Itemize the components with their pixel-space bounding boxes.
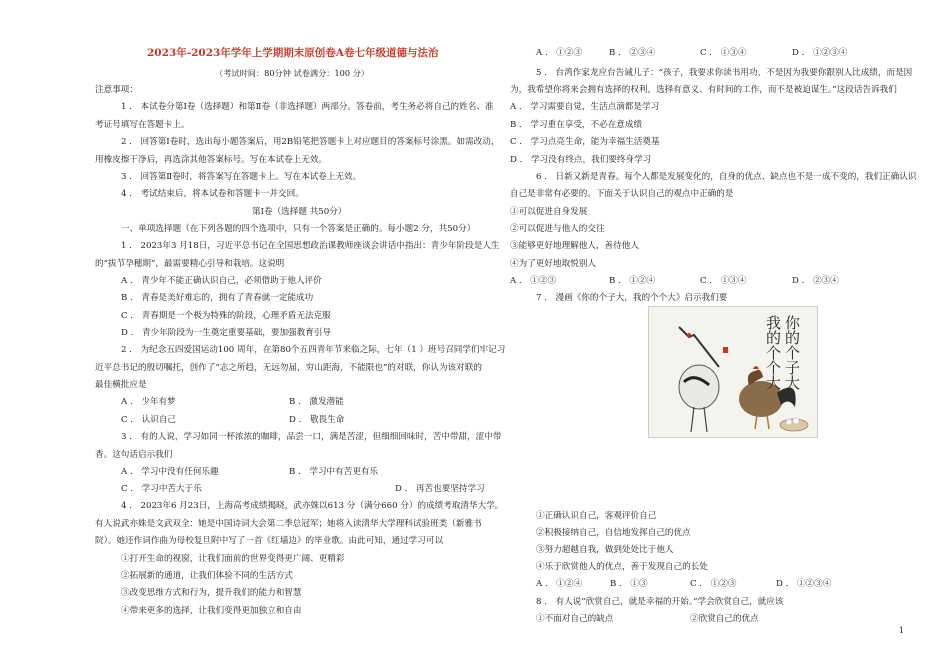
q4-option-c: C ． ①③④ <box>700 48 747 58</box>
note-line: 2 ． 回答第Ⅰ卷时，选出每小题答案后，用2B铅笔把答题卡上对应题目的答案标号涂黑。如需改动， <box>121 137 500 147</box>
q3-stem: 3 ． 有的人说，学习如同一杯浓浓的咖啡，品尝一口，满是苦涩，但细细回味时，苦中带甜，涩中带 <box>121 432 502 442</box>
q1-stem: 1 ． 2023年3 月18日，习近平总书记在全国思想政治课教师座谈会讲话中指出：青少年阶段是人生 <box>121 241 500 251</box>
notes-heading: 注意事项： <box>95 85 138 95</box>
section-intro: 一、单项选择题（在下列各题的四个选项中，只有一个答案是正确的。每小题2 分，共50分） <box>121 224 476 234</box>
q3-option-a: A ． 学习中没有任何乐趣 <box>121 467 219 477</box>
q2-option-c: C ． 认识自己 <box>121 415 177 425</box>
q2-stem: 最佳横批应是 <box>95 380 147 390</box>
exam-subtitle: （考试时间：80分钟 试卷满分：100 分） <box>215 68 370 78</box>
q6-statement-4: ④为了更好地取悦别人 <box>510 259 596 269</box>
page-number: 1 <box>898 626 904 635</box>
q1-option-a: A ． 青少年不能正确认识自己，必须借助于他人评价 <box>121 276 322 286</box>
note-line: 4 ． 考试结束后，将本试卷和答题卡一并交回。 <box>121 189 304 199</box>
q1-option-d: D ． 青少年阶段为一生奠定重要基础，要加强教育引导 <box>121 328 332 338</box>
q8-statement-2: ②欣赏自己的优点 <box>690 614 759 624</box>
note-line: 1 ． 本试卷分第Ⅰ卷（选择题）和第Ⅱ卷（非选择题）两部分。答卷前，考生务必将自己的姓名、准 <box>121 102 494 112</box>
q7-stem: 7 ． 漫画《你的个子大，我的个个大》启示我们要 <box>536 293 728 303</box>
q2-stem: 近平总书记的殷切嘱托，创作了“志之所趋，无远勿届，穷山距海，不能限也”的对联，你认为该对联的 <box>95 363 482 373</box>
q4-option-a: A ． ①②③ <box>536 48 583 58</box>
q7-option-b: B ． ①③ <box>610 579 648 589</box>
q6-option-a: A ． ①②③ <box>510 276 557 286</box>
q6-stem: 6 ． 日新又新是青春。每个人都是发展变化的，自身的优点、缺点也不是一成不变的，我们正确认识 <box>536 172 917 182</box>
q5-option-d: D ． 学习没有终点，我们要终身学习 <box>510 155 652 165</box>
q3-option-d: D ． 再苦也要坚持学习 <box>395 484 485 494</box>
cartoon-calligraphy: 你的个子大 我的个个大 <box>764 315 801 390</box>
q6-option-d: D ． ②③④ <box>792 276 839 286</box>
q1-option-b: B ． 青春是美好难忘的，拥有了青春就一定能成功 <box>121 293 314 303</box>
q6-statement-1: ①可以促进自身发展 <box>510 207 588 217</box>
q4-statement-4: ④带来更多的选择，让我们变得更加独立和自由 <box>121 606 302 616</box>
q7-statement-2: ②积极接纳自己，自信地发挥自己的优点 <box>536 528 691 538</box>
q4-statement-2: ②拓展新的通道，让我们体验不同的生活方式 <box>121 571 293 581</box>
q5-stem: 为，我希望你将来会拥有选择的权利，选择有意义、有时间的工作，而不是被迫谋生。”这段话告诉我们 <box>510 85 897 95</box>
q4-stem: 4 ． 2023年6 月23日，上海高考成绩揭晓，武亦姝以613 分（满分660 分）的成绩考取清华大学。 <box>121 501 504 511</box>
q7-statement-4: ④乐于欣赏他人的优点，善于发现自己的长处 <box>536 562 708 572</box>
page-title: 2023年-2023年学年上学期期末原创卷A卷七年级道德与法治 <box>147 47 439 59</box>
q7-option-c: C ． ①②③ <box>690 579 737 589</box>
note-line: 3 ． 回答第Ⅱ卷时，将答案写在答题卡上。写在本试卷上无效。 <box>121 172 362 182</box>
q7-option-a: A ． ①②④ <box>536 579 583 589</box>
q2-option-a: A ． 少年有梦 <box>121 397 176 407</box>
q2-option-d: D ． 敬畏生命 <box>289 415 345 425</box>
q7-statement-3: ③努力超越自我，做到处处比于他人 <box>536 545 674 555</box>
q6-option-b: B ． ①②④ <box>609 276 656 286</box>
q8-stem: 8 ． 有人说“欣赏自己，就是幸福的开始。”学会欣赏自己，就应该 <box>536 597 784 607</box>
q4-option-b: B ． ②③④ <box>609 48 656 58</box>
q5-option-a: A ． 学习需要自觉，生活点滴都是学习 <box>510 102 660 112</box>
q4-stem: 院）。她还作词作曲为母校复旦附中写了一首《红墙边》的毕业歌。由此可知，通过学习可以 <box>95 536 444 546</box>
q6-statement-3: ③能够更好地理解他人，善待他人 <box>510 241 639 251</box>
q1-stem: 的“拔节孕穗期”，最需要精心引导和栽培。这说明 <box>95 259 285 269</box>
q6-option-c: C ． ①③④ <box>700 276 747 286</box>
note-line: 用橡皮擦干净后，再选涂其他答案标号。写在本试卷上无效。 <box>95 155 328 165</box>
q3-option-c: C ． 学习中苦大于乐 <box>121 484 202 494</box>
q8-statement-1: ①不面对自己的缺点 <box>536 614 614 624</box>
q7-option-d: D ． ①②③④ <box>776 579 832 589</box>
q4-option-d: D ． ①②③④ <box>792 48 848 58</box>
q7-statement-1: ①正确认识自己，客观评价自己 <box>536 511 657 521</box>
q5-option-c: C ． 学习点亮生命，能为幸福生活奠基 <box>510 137 660 147</box>
q3-stem: 香。这句话启示我们 <box>95 450 173 460</box>
q3-option-b: B ． 学习中有苦更有乐 <box>289 467 379 477</box>
q6-stem: 自己是非常有必要的。下面关于认识自己的观点中正确的是 <box>510 189 734 199</box>
q5-stem: 5 ． 台湾作家龙应台告诫儿子：“孩子，我要求你读书用功，不是因为我要你跟别人比成绩，而是因 <box>536 68 913 78</box>
q1-option-c: C ． 青春期是一个极为特殊的阶段，心理矛盾无法克服 <box>121 311 331 321</box>
q4-statement-3: ③改变思维方式和行为，提升我们的能力和智慧 <box>121 588 302 598</box>
q2-option-b: B ． 激发潜能 <box>289 397 344 407</box>
note-line: 考证号填写在答题卡上。 <box>95 120 190 130</box>
q4-statement-1: ①打开生命的视窗，让我们面前的世界变得更广阔、更精彩 <box>121 554 345 564</box>
q4-stem: 有人说武亦姝是文武双全：她是中国诗词大会第二季总冠军；她将入读清华大学理科试验班类（新雅书 <box>95 519 482 529</box>
cartoon-image <box>648 306 818 438</box>
q5-option-b: B ． 学习重在享受，不必在意成绩 <box>510 120 643 130</box>
section-heading: 第Ⅰ卷（选择题 共50分） <box>252 207 347 217</box>
q2-stem: 2 ． 为纪念五四爱国运动100 周年，在第80个五四青年节来临之际，七年（1 ）班号召同学们牢记习 <box>121 345 506 355</box>
q6-statement-2: ②可以促进与他人的交往 <box>510 224 605 234</box>
